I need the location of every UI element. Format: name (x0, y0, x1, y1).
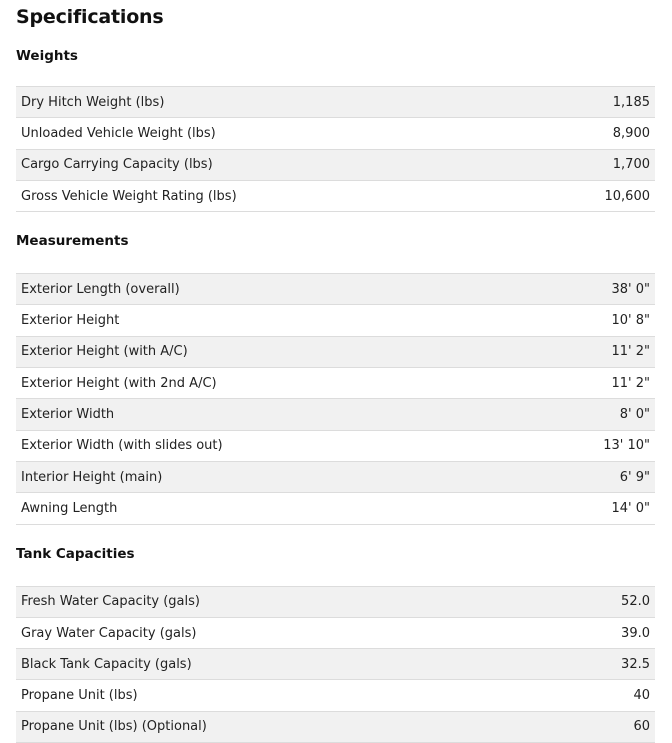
spec-value: 40 (633, 688, 650, 704)
spec-label: Unloaded Vehicle Weight (lbs) (21, 125, 216, 141)
tank-capacities-table (16, 586, 655, 743)
table-row (16, 680, 655, 711)
table-row (16, 118, 655, 149)
table-row (16, 305, 655, 336)
spec-value: 38' 0" (611, 281, 650, 297)
table-row (16, 149, 655, 180)
spec-value: 39.0 (621, 625, 650, 641)
measurements-table (16, 273, 655, 524)
spec-label: Exterior Height (21, 313, 120, 329)
spec-label: Black Tank Capacity (gals) (21, 656, 192, 672)
spec-value: 11' 2" (611, 375, 650, 391)
spec-value: 1,700 (612, 157, 650, 173)
section-title-tank-capacities: Tank Capacities (16, 545, 135, 562)
spec-value: 1,185 (612, 94, 650, 110)
table-row (16, 336, 655, 367)
table-row (16, 274, 655, 305)
spec-value: 14' 0" (611, 500, 650, 516)
spec-label: Cargo Carrying Capacity (lbs) (21, 157, 213, 173)
spec-label: Propane Unit (lbs) (Optional) (21, 719, 207, 735)
spec-label: Exterior Height (with A/C) (21, 344, 188, 360)
section-title-measurements: Measurements (16, 233, 129, 250)
spec-value: 13' 10" (603, 438, 650, 454)
weights-table (16, 86, 655, 212)
page-title: Specifications (16, 6, 164, 28)
spec-label: Interior Height (main) (21, 469, 163, 485)
spec-value: 60 (633, 719, 650, 735)
table-row (16, 368, 655, 399)
spec-label: Gray Water Capacity (gals) (21, 625, 197, 641)
spec-label: Exterior Length (overall) (21, 281, 180, 297)
spec-label: Exterior Width (with slides out) (21, 438, 223, 454)
spec-label: Exterior Width (21, 407, 115, 423)
table-row (16, 586, 655, 617)
spec-label: Exterior Height (with 2nd A/C) (21, 375, 217, 391)
spec-label: Propane Unit (lbs) (21, 688, 138, 704)
spec-value: 8,900 (612, 125, 650, 141)
table-row (16, 461, 655, 492)
spec-value: 6' 9" (619, 469, 650, 485)
table-row (16, 430, 655, 461)
spec-value: 11' 2" (611, 344, 650, 360)
table-row (16, 399, 655, 430)
spec-label: Dry Hitch Weight (lbs) (21, 94, 165, 110)
table-row (16, 87, 655, 118)
spec-label: Awning Length (21, 500, 118, 516)
table-row (16, 180, 655, 211)
specifications-panel (16, 0, 655, 743)
spec-value: 10,600 (604, 188, 650, 204)
table-row (16, 617, 655, 648)
spec-label: Gross Vehicle Weight Rating (lbs) (21, 188, 237, 204)
spec-value: 32.5 (621, 656, 650, 672)
table-row (16, 711, 655, 742)
table-row (16, 649, 655, 680)
section-title-weights: Weights (16, 48, 78, 64)
spec-label: Fresh Water Capacity (gals) (21, 594, 200, 610)
table-row (16, 493, 655, 524)
spec-value: 52.0 (621, 594, 650, 610)
spec-value: 10' 8" (611, 313, 650, 329)
spec-value: 8' 0" (619, 407, 650, 423)
